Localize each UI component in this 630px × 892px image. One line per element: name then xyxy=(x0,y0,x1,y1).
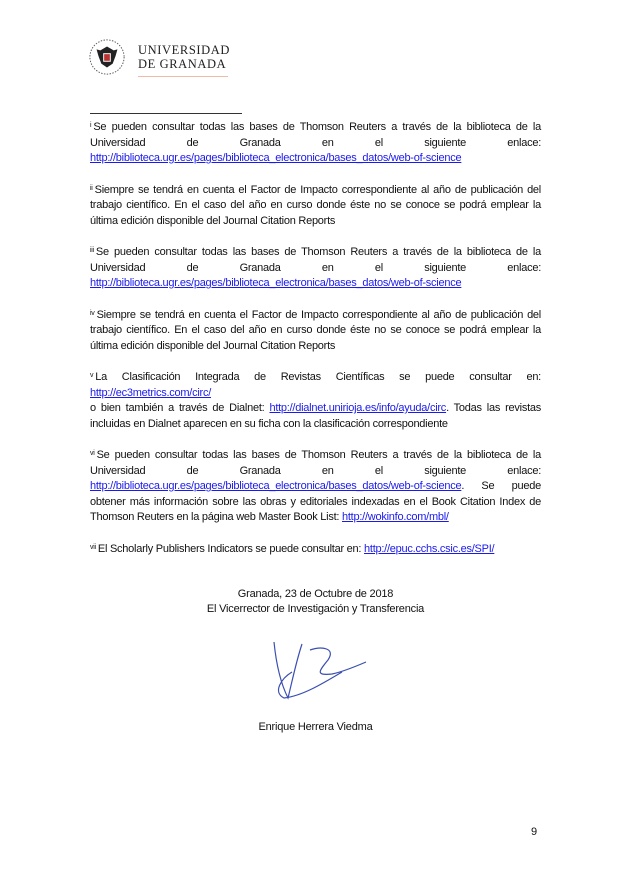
endnote-vi xyxy=(90,448,541,526)
endnote-vii xyxy=(90,542,541,558)
endnote-marker: v xyxy=(90,372,94,379)
endnote-iii xyxy=(90,245,541,292)
endnote-text: Se pueden consultar todas las bases de Thomson Reuters a través de la biblioteca de la Universidad de Granada en el siguiente enlace: xyxy=(90,246,541,274)
endnote-marker: vi xyxy=(90,450,95,457)
endnote-i xyxy=(90,120,541,167)
endnotes xyxy=(90,120,541,573)
endnote-v xyxy=(90,370,541,432)
signature-date: Granada, 23 de Octubre de 2018 xyxy=(237,588,394,600)
signatory-name: Enrique Herrera Viedma xyxy=(258,721,373,733)
page-number: 9 xyxy=(531,826,538,838)
endnote-text: El Scholarly Publishers Indicators se puede consultar en: xyxy=(97,542,365,555)
endnote-text: Se pueden consultar todas las bases de Thomson Reuters a través de la biblioteca de la Universidad de Granada en el siguiente enlace: xyxy=(90,449,541,477)
endnote-text: La Clasificación Integrada de Revistas Científicas se puede consultar en: xyxy=(95,371,541,383)
endnote-text: . Todas las revistas incluidas en Dialnet aparecen en su ficha con la clasificación correspondiente xyxy=(90,402,542,430)
university-logo xyxy=(88,38,230,76)
endnote-link[interactable]: http://dialnet.unirioja.es/info/ayuda/circ xyxy=(269,402,447,414)
endnote-iv xyxy=(90,308,541,355)
footnote-separator xyxy=(90,113,242,114)
endnote-marker: i xyxy=(90,122,92,129)
endnote-link[interactable]: http://wokinfo.com/mbl/ xyxy=(342,511,449,523)
endnote-text: o bien también a través de Dialnet: xyxy=(90,402,270,414)
endnote-text: Siempre se tendrá en cuenta el Factor de Impacto correspondiente al año de publicación del trabajo científico. En el caso del año en curso donde éste no se conoce se podrá emplear la última edición disponible del Journal Citation Reports xyxy=(90,183,541,227)
endnote-link[interactable]: http://epuc.cchs.csic.es/SPI/ xyxy=(364,542,495,555)
endnote-link[interactable]: http://ec3metrics.com/circ/ xyxy=(90,386,212,399)
logo-line-1: UNIVERSIDAD xyxy=(138,43,231,57)
endnote-link[interactable]: http://biblioteca.ugr.es/pages/biblioteca_electronica/bases_datos/web-of-science xyxy=(90,277,462,289)
signatory-role: El Vicerrector de Investigación y Transferencia xyxy=(206,603,425,615)
endnote-marker: iii xyxy=(90,247,94,254)
logo-line-2: DE GRANADA xyxy=(138,57,227,71)
endnote-marker: iv xyxy=(90,309,95,317)
endnote-marker: vii xyxy=(90,543,96,551)
endnote-link[interactable]: http://biblioteca.ugr.es/pages/biblioteca_electronica/bases_datos/web-of-science xyxy=(90,480,462,492)
endnote-text: Siempre se tendrá en cuenta el Factor de Impacto correspondiente al año de publicación del trabajo científico. En el caso del año en curso donde éste no se conoce se podrá emplear la última edición disponible del Journal Citation Reports xyxy=(90,308,541,352)
university-seal-icon xyxy=(88,38,126,76)
endnote-text: . Se puede obtener más información sobre las obras y editoriales indexadas en el Book Citation Index de Thomson Reuters en la página web Master Book List: xyxy=(90,480,541,523)
endnote-ii xyxy=(90,183,541,230)
endnote-link[interactable]: http://biblioteca.ugr.es/pages/biblioteca_electronica/bases_datos/web-of-science xyxy=(90,152,462,164)
handwritten-signature xyxy=(262,632,372,704)
logo-underline xyxy=(138,76,228,77)
endnote-text: Se pueden consultar todas las bases de Thomson Reuters a través de la biblioteca de la Universidad de Granada en el siguiente enlace: xyxy=(90,121,541,149)
endnote-marker: ii xyxy=(90,184,93,192)
